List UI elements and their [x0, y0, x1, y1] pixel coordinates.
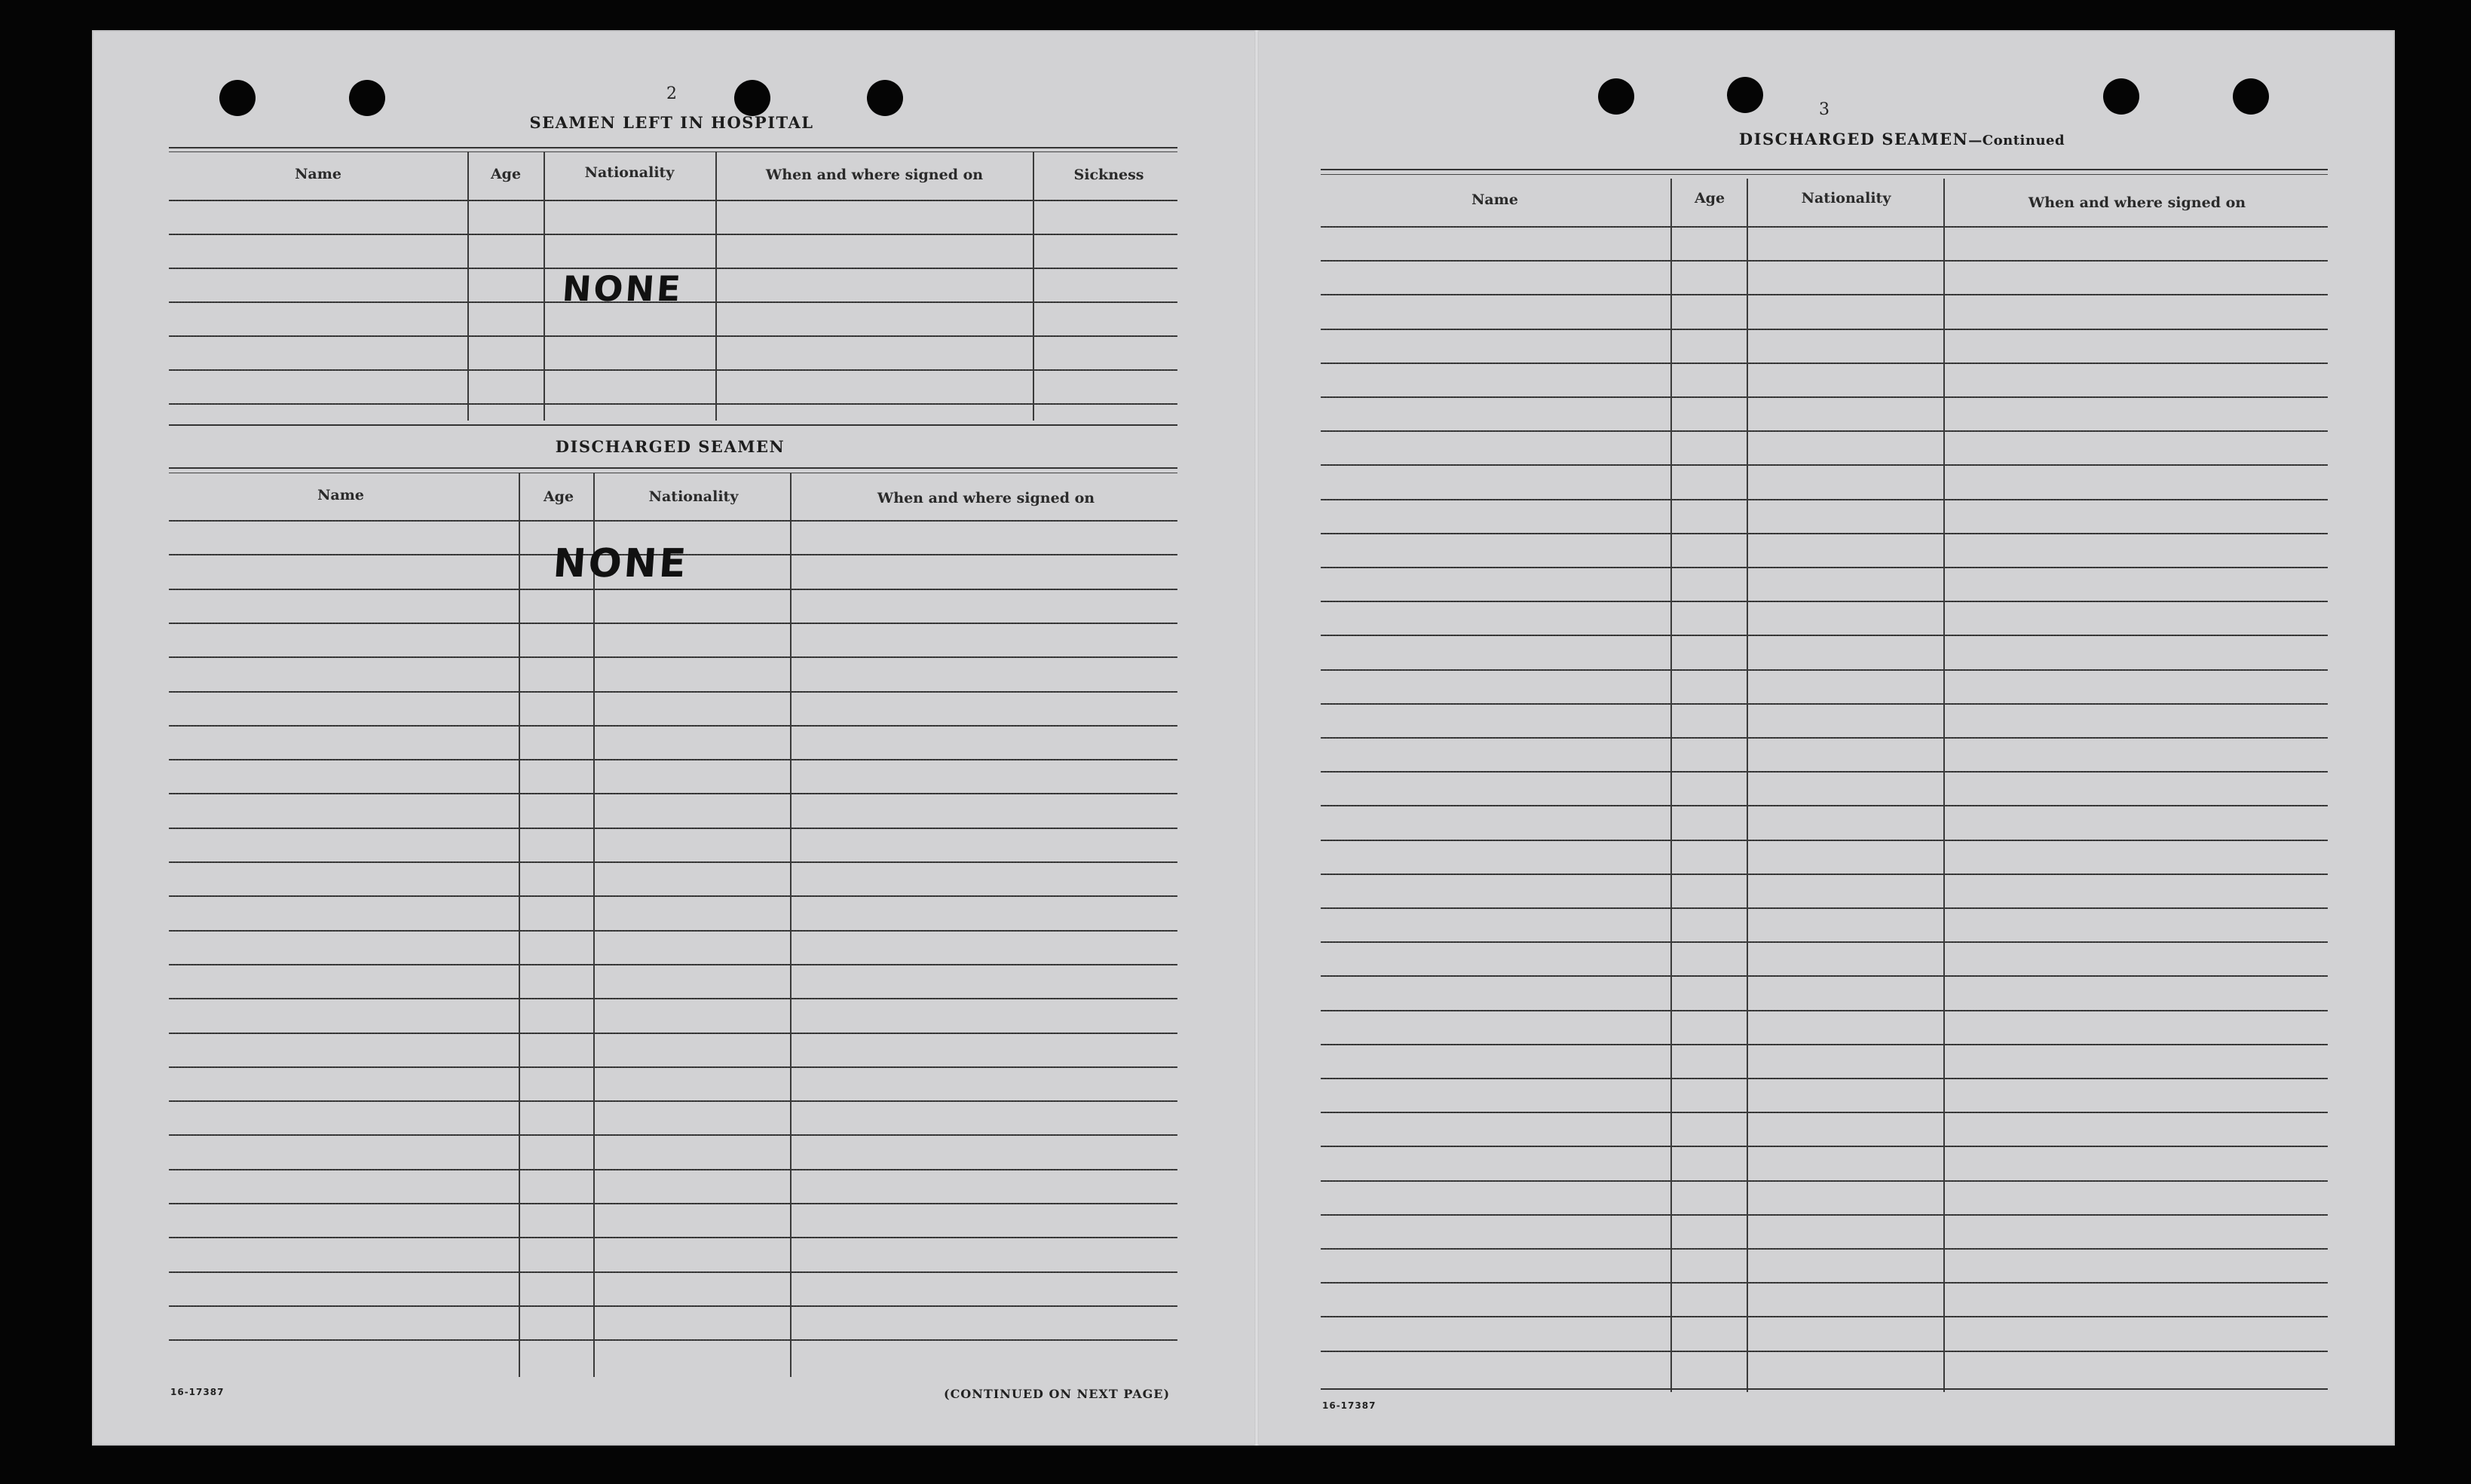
column-header-name: Name [317, 487, 364, 503]
title-text: DISCHARGED SEAMEN [1738, 130, 1969, 148]
ruled-row-line [169, 1100, 1177, 1102]
ruled-row-line [1321, 975, 2328, 977]
ruled-row-line [169, 1339, 1177, 1341]
table-rule [1321, 169, 2328, 170]
ruled-row-line [1321, 840, 2328, 841]
discharged-continued-title [1739, 130, 2065, 148]
ruled-row-line [169, 1237, 1177, 1238]
ruled-row-line [169, 759, 1177, 760]
column-header-signed-on: When and where signed on [2028, 194, 2246, 211]
form-code: 16-17387 [170, 1387, 225, 1397]
ruled-row-line [1321, 533, 2328, 534]
column-divider [1033, 151, 1034, 421]
ruled-row-line [1321, 601, 2328, 602]
column-divider [715, 151, 717, 421]
page-number: 3 [1819, 100, 1830, 119]
table-rule [169, 147, 1177, 148]
ruled-row-line [1321, 1214, 2328, 1216]
ruled-row-line [1321, 329, 2328, 330]
discharged-section-title: DISCHARGED SEAMEN [555, 437, 785, 456]
ruled-row-line [169, 1169, 1177, 1170]
column-header-nationality: Nationality [1801, 190, 1891, 207]
ruled-row-line [1321, 1180, 2328, 1182]
page-fold [1254, 30, 1259, 1446]
punch-hole [867, 80, 903, 116]
punch-hole [2233, 78, 2269, 115]
ruled-row-line [1321, 1282, 2328, 1284]
ruled-row-line [1321, 1316, 2328, 1317]
ruled-row-line [169, 656, 1177, 658]
ruled-row-line [169, 1134, 1177, 1136]
ruled-row-line [169, 623, 1177, 624]
table-rule [169, 151, 1177, 152]
column-divider [1943, 179, 1945, 1392]
ruled-row-line [1321, 363, 2328, 364]
ruled-row-line [169, 930, 1177, 932]
ruled-row-line [1321, 396, 2328, 398]
continued-note: (CONTINUED ON NEXT PAGE) [944, 1387, 1171, 1401]
punch-hole [349, 80, 385, 116]
ruled-row-line [1321, 1351, 2328, 1352]
column-divider [467, 151, 469, 421]
handwritten-none-entry: NONE [561, 268, 684, 309]
column-header-signed-on: When and where signed on [765, 167, 984, 183]
form-code: 16-17387 [1322, 1400, 1376, 1411]
ruled-row-line [1321, 737, 2328, 739]
ruled-row-line [169, 964, 1177, 965]
column-divider [1670, 179, 1672, 1392]
ruled-row-line [1321, 294, 2328, 295]
ruled-row-line [169, 1305, 1177, 1307]
ruled-row-line [1321, 567, 2328, 568]
hospital-section-title: SEAMEN LEFT IN HOSPITAL [529, 113, 814, 132]
ruled-row-line [1321, 805, 2328, 806]
ruled-row-line [169, 895, 1177, 897]
ruled-row-line [1321, 1010, 2328, 1011]
ruled-row-line [1321, 430, 2328, 432]
table-rule [1321, 1388, 2328, 1390]
ruled-row-line [1321, 499, 2328, 500]
ruled-row-line [1321, 1146, 2328, 1147]
ruled-row-line [1321, 669, 2328, 671]
column-header-sickness: Sickness [1073, 167, 1144, 183]
ruled-row-line [169, 520, 1177, 522]
ruled-row-line [169, 998, 1177, 999]
column-header-nationality: Nationality [584, 164, 675, 181]
ruled-row-line [169, 403, 1177, 405]
column-divider [593, 473, 595, 1377]
ruled-row-line [169, 828, 1177, 829]
punch-hole [1598, 78, 1634, 115]
ruled-row-line [1321, 771, 2328, 773]
punch-hole [2103, 78, 2139, 115]
ruled-row-line [169, 725, 1177, 727]
page-number: 2 [666, 84, 677, 103]
punch-hole [1727, 77, 1763, 113]
ruled-row-line [1321, 1112, 2328, 1113]
ruled-row-line [1321, 941, 2328, 943]
ruled-row-line [1321, 635, 2328, 636]
ruled-row-line [169, 793, 1177, 794]
column-header-name: Name [295, 166, 341, 182]
column-header-signed-on: When and where signed on [877, 490, 1095, 506]
title-suffix: —Continued [1968, 133, 2065, 148]
ruled-row-line [1321, 1044, 2328, 1045]
column-header-age: Age [1694, 190, 1725, 207]
column-header-age: Age [490, 166, 522, 182]
ruled-row-line [1321, 260, 2328, 262]
ruled-row-line [169, 1271, 1177, 1273]
ruled-row-line [169, 589, 1177, 590]
ruled-row-line [169, 335, 1177, 337]
column-divider [519, 473, 520, 1377]
ruled-row-line [1321, 874, 2328, 875]
table-rule [169, 424, 1177, 426]
ruled-row-line [1321, 1078, 2328, 1079]
ruled-row-line [169, 861, 1177, 863]
column-header-nationality: Nationality [648, 488, 739, 505]
punch-hole [219, 80, 256, 116]
column-divider [1747, 179, 1748, 1392]
column-divider [543, 151, 545, 421]
ruled-row-line [169, 691, 1177, 693]
ruled-row-line [1321, 226, 2328, 228]
ruled-row-line [1321, 703, 2328, 705]
punch-hole [734, 80, 770, 116]
ruled-row-line [169, 1066, 1177, 1068]
ruled-row-line [169, 369, 1177, 371]
column-header-name: Name [1471, 191, 1518, 208]
ruled-row-line [1321, 1248, 2328, 1250]
ruled-row-line [169, 234, 1177, 235]
table-rule [1321, 174, 2328, 175]
ruled-row-line [169, 200, 1177, 201]
ruled-row-line [169, 1203, 1177, 1204]
ruled-row-line [169, 1033, 1177, 1034]
column-divider [790, 473, 792, 1377]
ruled-row-line [1321, 907, 2328, 909]
left-form-page [92, 30, 1257, 1446]
column-header-age: Age [543, 488, 574, 505]
table-rule [169, 467, 1177, 469]
ruled-row-line [1321, 464, 2328, 466]
handwritten-none-entry: NONE [551, 541, 690, 586]
